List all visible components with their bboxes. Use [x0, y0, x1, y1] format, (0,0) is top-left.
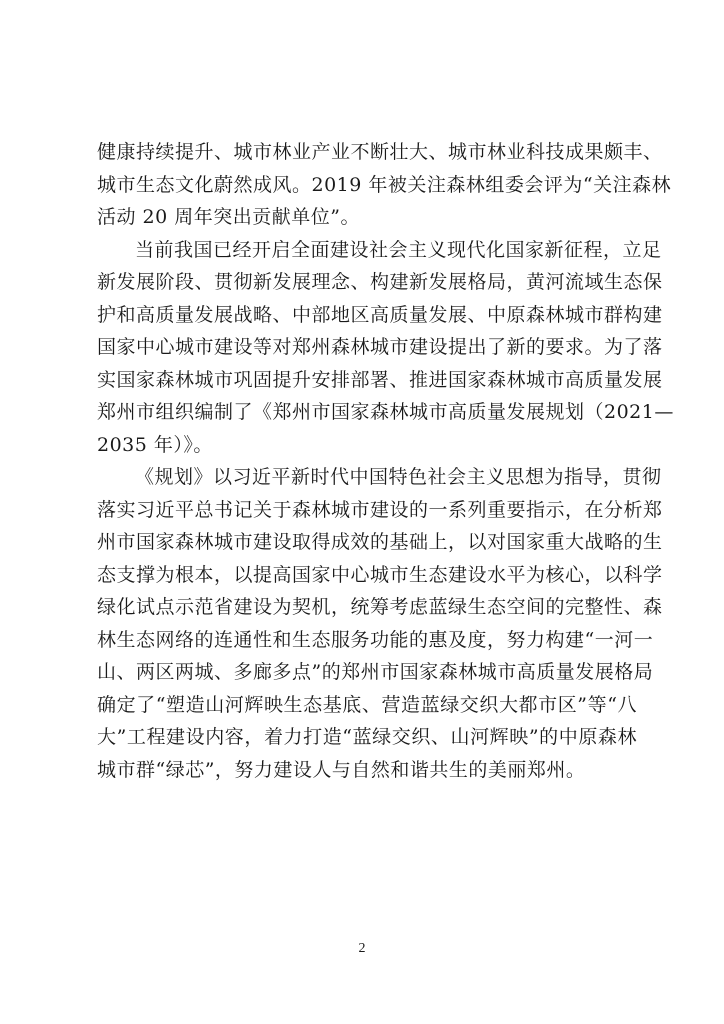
text-line: 山、两区两城、多廊多点”的郑州市国家森林城市高质量发展格局 — [97, 661, 654, 683]
text-line: 实国家森林城市巩固提升安排部署、推进国家森林城市高质量发展 — [97, 368, 663, 391]
text-line: 《规划》以习近平新时代中国特色社会主义思想为指导，贯彻 — [135, 466, 662, 488]
text-line: 2035 年）》。 — [97, 433, 213, 456]
text-line: 林生态网络的连通性和生态服务功能的惠及度，努力构建“一河一 — [97, 628, 654, 651]
text-line: 落实习近平总书记关于森林城市建设的一系列重要指示，在分析郑 — [97, 498, 663, 521]
text-line: 大”工程建设内容，着力打造“蓝绿交织、山河辉映”的中原森林 — [97, 726, 637, 748]
page-number: 2 — [358, 941, 366, 956]
body-text — [97, 136, 674, 786]
paragraph-plan-summary — [97, 461, 663, 786]
text-line: 郑州市组织编制了《郑州市国家森林城市高质量发展规划（2021— — [97, 401, 674, 423]
text-line: 护和高质量发展战略、中部地区高质量发展、中原森林城市群构建 — [97, 303, 663, 326]
text-line: 城市群“绿芯”，努力建设人与自然和谐共生的美丽郑州。 — [97, 758, 586, 781]
text-line: 活动 20 周年突出贡献单位”。 — [97, 206, 360, 228]
text-line: 国家中心城市建设等对郑州森林城市建设提出了新的要求。为了落 — [97, 336, 663, 358]
text-line: 健康持续提升、城市林业产业不断壮大、城市林业科技成果颇丰、 — [97, 141, 663, 163]
text-line: 态支撑为根本，以提高国家中心城市生态建设水平为核心，以科学 — [97, 563, 663, 586]
paragraph-continuation — [97, 136, 672, 234]
text-line: 州市国家森林城市建设取得成效的基础上，以对国家重大战略的生 — [97, 531, 663, 553]
text-line: 新发展阶段、贯彻新发展理念、构建新发展格局，黄河流域生态保 — [97, 271, 663, 293]
text-line: 绿化试点示范省建设为契机，统筹考虑蓝绿生态空间的完整性、森 — [97, 596, 663, 618]
text-line: 确定了“塑造山河辉映生态基底、营造蓝绿交织大都市区”等“八 — [97, 693, 637, 716]
paragraph-current-situation — [97, 234, 674, 462]
text-line: 当前我国已经开启全面建设社会主义现代化国家新征程，立足 — [135, 238, 662, 261]
text-line: 城市生态文化蔚然成风。2019 年被关注森林组委会评为“关注森林 — [97, 173, 672, 196]
